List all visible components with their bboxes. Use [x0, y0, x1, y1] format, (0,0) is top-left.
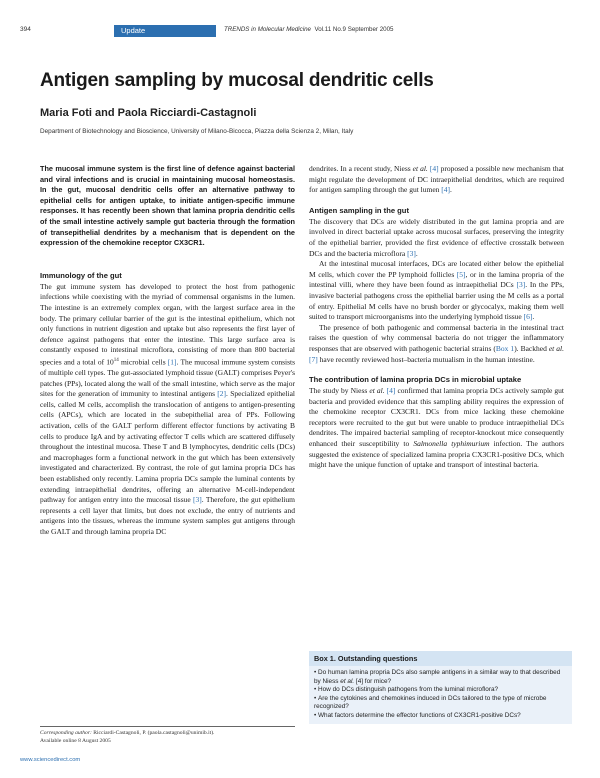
reference-link[interactable]: [6] [523, 312, 533, 322]
available-online: Available online 8 August 2005 [40, 737, 111, 744]
article-title: Antigen sampling by mucosal dendritic cells [40, 70, 434, 91]
outstanding-questions-box [309, 651, 572, 731]
authors: Maria Foti and Paola Ricciardi-Castagnoli [40, 107, 257, 119]
corresponding-author: Corresponding author: Ricciardi-Castagnoli, P. (paola.castagnoli@unimib.it). [40, 730, 215, 736]
page-number: 394 [20, 26, 31, 33]
list-item: • Do human lamina propria DCs also sample antigens in a similar way to that described by Niess et al. [4] for mice? [314, 669, 567, 686]
heading-contribution: The contribution of lamina propria DCs in microbial uptake [309, 375, 522, 385]
journal-line [224, 26, 393, 33]
box-title: Box 1. Outstanding questions [309, 651, 572, 666]
website-link[interactable]: www.sciencedirect.com [20, 757, 81, 763]
reference-link[interactable]: [3] [407, 248, 416, 258]
reference-link[interactable]: [4] [386, 386, 396, 396]
affiliation: Department of Biotechnology and Bioscience, University of Milano-Bicocca, Piazza della Scienza 2, Milan, Italy [40, 128, 354, 135]
heading-immunology: Immunology of the gut [40, 270, 122, 280]
reference-link[interactable]: [5] [456, 269, 466, 279]
section-tab: Update [114, 25, 216, 37]
box-body [309, 666, 572, 724]
reference-link[interactable]: [7] [309, 354, 318, 364]
list-item: • What factors determine the effector functions of CX3CR1-positive DCs? [314, 712, 567, 721]
list-item: • How do DCs distinguish pathogens from the luminal microflora? [314, 686, 567, 695]
box-reference-link[interactable]: Box 1 [495, 343, 515, 353]
journal-meta: Vol.11 No.9 September 2005 [314, 26, 394, 33]
paragraph-sampling-3: The presence of both pathogenic and commensal bacteria in the intestinal tract raises the question of why commensal bacteria do not trigger the inflammatory responses that are observed with pathogenic bacterial strains (Box 1). Backhed et al. [7] have recently reviewed host–bacteria mutualism in the human intestine. [309, 322, 564, 364]
reference-link[interactable]: [4] [441, 185, 451, 195]
footnotes [40, 726, 295, 745]
reference-link[interactable]: [4] [429, 164, 439, 173]
reference-link[interactable]: [2] [217, 389, 227, 399]
paragraph-continued: dendrites. In a recent study, Niess et al. [4] proposed a possible new mechanism that might regulate the development of DC intraepithelial dendrites, which are required for antigen sampling through the gut lumen [4]. [309, 164, 564, 195]
paragraph-immunology: The gut immune system has developed to protect the host from pathogenic infections while coexisting with the myriad of commensal organisms in the lumen. The intestine is an extremely complex organ, with the largest surface area in the body. The primary cellular barrier of the gut is the intestinal epithelium, which not only functions in nutrient digestion and uptake but also represents the first layer of defence against pathogens that enter the intestine. This large surface area is constantly exposed to intestinal microflora, consisting of more than 800 bacterial species and a total of $10^{14}$ microbial cells [1]. The mucosal immune system consists of multiple cell types. The gut-associated lymphoid tissue (GALT) comprises Peyer's patches (PPs), located along the wall of the small intestine, which serve as the major sites for the generation of immunity to intestinal antigens [2]. Specialized epithelial cells, called M cells, accomplish the translocation of antigens to antigen-presenting cells (APCs), which are located in the subepithelial area of PPs. Following activation, cells of the GALT perform different effector functions by activating B cells to produce IgA and by activating effector T cells which are scattered diffusely throughout the intestinal mucosa. These T and B lymphocytes, dendritic cells (DCs) and macrophages form a functional network in the gut which has been extensively investigated and characterized. By contrast, the role of gut lamina propria DCs has been established only recently. Lamina propria DCs sample the luminal contents by extending intraepithelial dendrites, offering an alternative M-cell-independent pathway for antigen entry into the mucosal tissue [3]. Therefore, the gut epithelium represents a cell layer that limits, but does not exclude, the entry of nutrients and antigens into the tissues, whereas the immune system samples gut antigens through the GALT and through lamina propria DC [40, 281, 295, 536]
journal-title: TRENDS in Molecular Medicine [224, 26, 311, 33]
paragraph-sampling-2: At the intestinal mucosal interfaces, DCs are located either below the epithelial M cells, which cover the PP lymphoid follicles [5], or in the lamina propria of the intestinal villi, where they have been found as intraepithelial DCs [3]. In the PPs, invasive bacterial pathogens cross the epithelial barrier using the M cells as a portal of entry. Epithelial M cells have no brush border or glycocalyx, making them well suited to transport microorganisms into the underlying lymphoid tissue [6]. [309, 259, 564, 322]
list-item: • Are the cytokines and chemokines induced in DCs tailored to the type of microbe recognized? [314, 695, 567, 712]
reference-link[interactable]: [3] [516, 280, 526, 290]
page-header [20, 25, 580, 38]
abstract: The mucosal immune system is the first line of defence against bacterial and viral infections and is crucial in maintaining mucosal homeostasis. In the gut, mucosal dendritic cells offer an alternative pathway to epithelial cells for antigen uptake, to initiate antigen-specific immune responses. It has recently been shown that lamina propria dendritic cells of the small intestine actively sample gut bacteria through the formation of transepithelial dendrites by a mechanism that is dependent on the expression of the chemokine receptor CX3CR1. [40, 164, 295, 248]
paragraph-sampling-1: The discovery that DCs are widely distributed in the gut lamina propria and are involved in direct bacterial uptake across mucosal surfaces, preserving the integrity of the epithelial barrier, provided the first evidence of effective crosstalk between DCs and the bacteria microflora [3]. [309, 216, 564, 258]
paragraph-contribution: The study by Niess et al. [4] confirmed that lamina propria DCs actively sample gut bacteria and provided evidence that this sampling ability requires the expression of the chemokine receptor CX3CR1. DCs from mice lacking these chemokine receptors were recruited to the gut but were unable to produce intraepithelial DCs dendrites. The impaired bacterial sampling of receptor-knockout mice consequently enhanced their susceptibility to Salmonella typhimurium infection. The authors suggested the existence of specialized lamina propria CX3CR1-positive DCs, which might have the unique function of uptake and transport of intestinal bacteria. [309, 386, 565, 470]
right-column [309, 164, 564, 471]
reference-link[interactable]: [1] [167, 357, 177, 367]
heading-sampling: Antigen sampling in the gut [309, 205, 409, 215]
left-column [40, 164, 295, 538]
reference-link[interactable]: [3] [193, 495, 202, 505]
